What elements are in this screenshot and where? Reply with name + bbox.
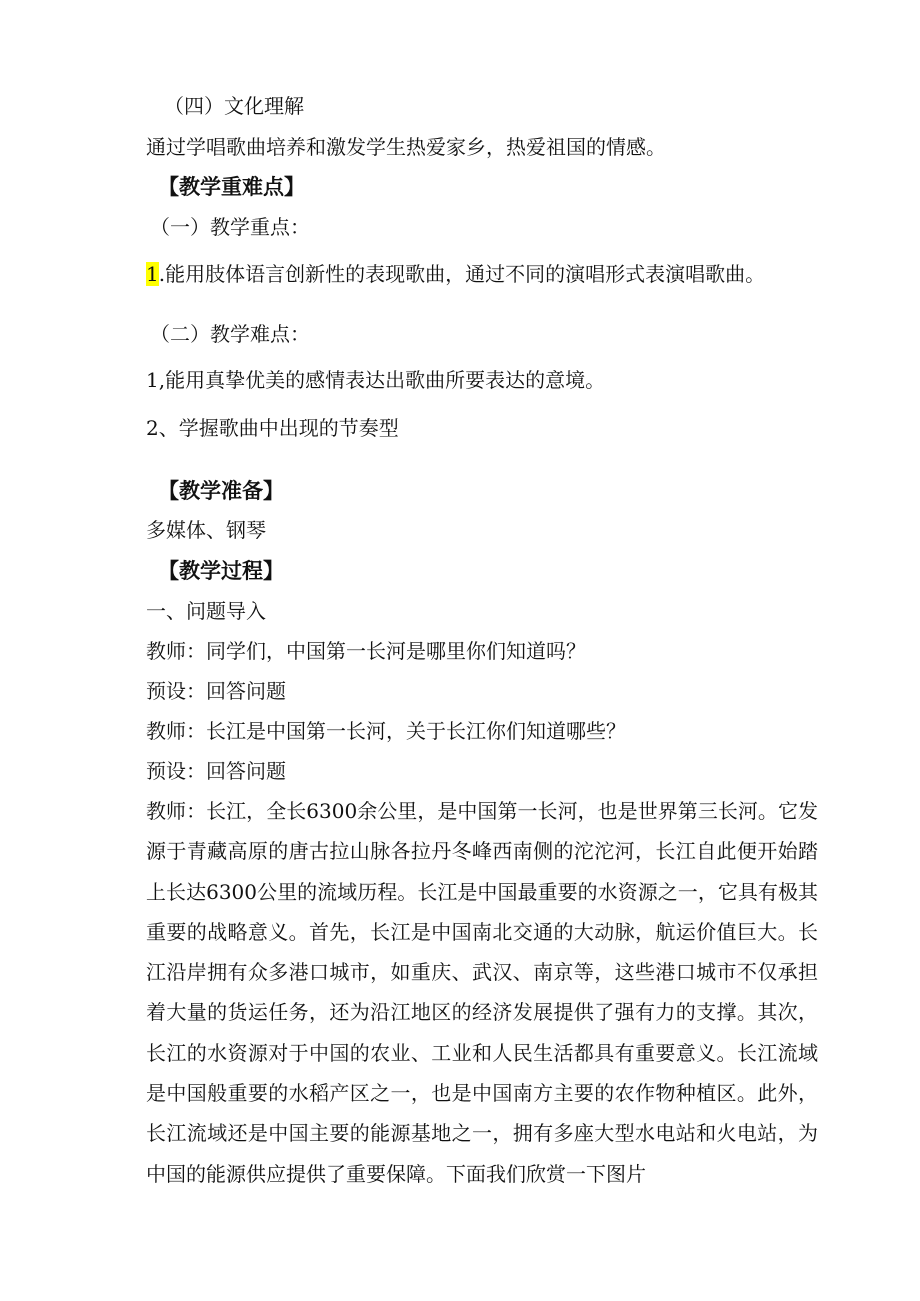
difficulty-item-2: 2、学握歌曲中出现的节奏型 (146, 416, 399, 440)
dialog-line-2: 预设：回答问题 (146, 679, 286, 703)
preparation-text: 多媒体、钢琴 (146, 518, 266, 542)
section-title-cultural-understanding: （四）文化理解 (164, 94, 304, 118)
cultural-understanding-text: 通过学唱歌曲培养和激发学生热爱家乡，热爱祖国的情感。 (146, 135, 666, 159)
dialog-line-1: 教师：同学们，中国第一长河是哪里你们知道吗？ (146, 639, 586, 663)
focus-item-1-text: .能用肢体语言创新性的表现歌曲，通过不同的演唱形式表演唱歌曲。 (158, 262, 766, 286)
subheading-teaching-focus: （一）教学重点： (150, 215, 310, 239)
highlighted-number: 1 (146, 262, 159, 286)
process-section-1-title: 一、问题导入 (146, 599, 266, 623)
subheading-teaching-difficulty: （二）教学难点： (150, 322, 310, 346)
focus-item-1 (146, 260, 765, 288)
dialog-line-4: 预设：回答问题 (146, 759, 286, 783)
difficulty-item-1: 1,能用真挚优美的感情表达出歌曲所要表达的意境。 (146, 368, 606, 392)
heading-teaching-preparation: 【教学准备】 (158, 479, 284, 503)
yangtze-paragraph: 教师：长江，全长6300余公里，是中国第一长河，也是世界第三长河。它发源于青藏高原的唐古拉山脉各拉丹冬峰西南侧的沱沱河，长江自此便开始踏上长达6300公里的流域历程。长江是中国最重要的水资源之一，它具有极其重要的战略意义。首先，长江是中国南北交通的大动脉，航运价值巨大。长江沿岸拥有众多港口城市，如重庆、武汉、南京等，这些港口城市不仅承担着大量的货运任务，还为沿江地区的经济发展提供了强有力的支撑。其次，长江的水资源对于中国的农业、工业和人民生活都具有重要意义。长江流域是中国般重要的水稻产区之一，也是中国南方主要的农作物种植区。此外，长江流域还是中国主要的能源基地之一，拥有多座大型水电站和火电站，为中国的能源供应提供了重要保障。下面我们欣赏一下图片 (146, 799, 818, 1186)
dialog-line-3: 教师：长江是中国第一长河，关于长江你们知道哪些？ (146, 719, 626, 743)
heading-teaching-process: 【教学过程】 (158, 559, 284, 583)
heading-key-difficult-points: 【教学重难点】 (158, 175, 305, 199)
